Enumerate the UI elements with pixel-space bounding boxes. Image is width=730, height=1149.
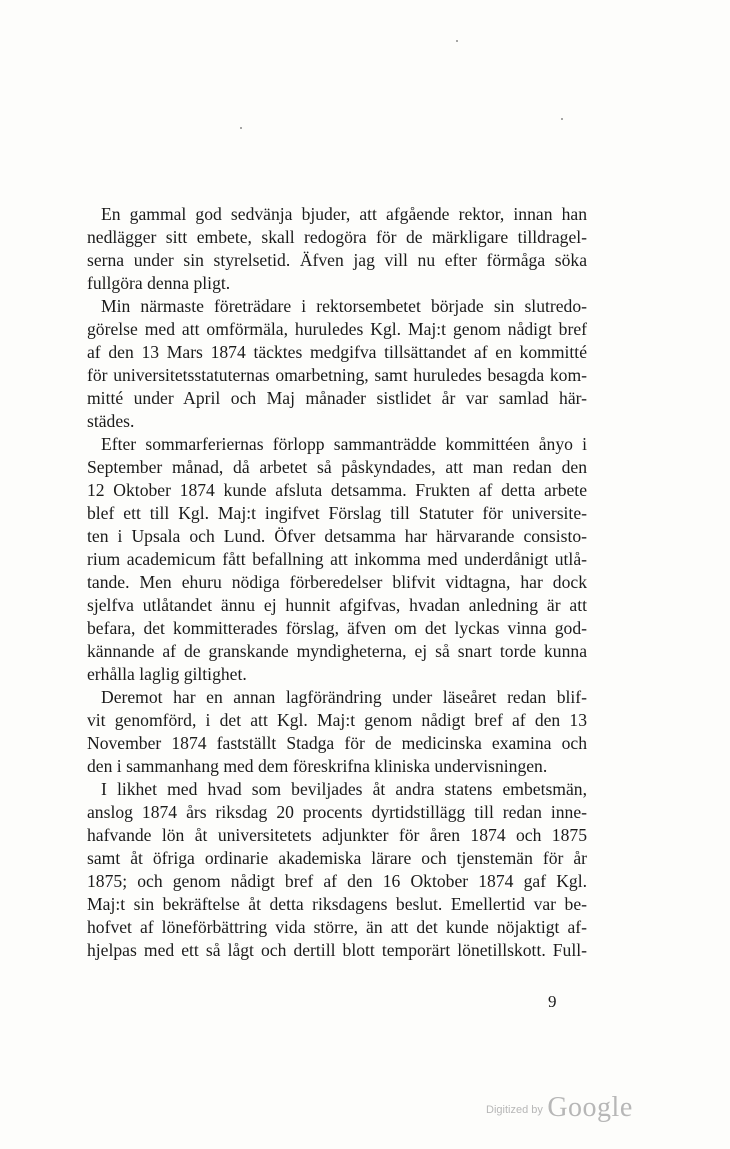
text-line: hjelpas med ett så lågt och dertill blott temporärt lönetillskott. Full- [87,940,587,960]
text-line: görelse med att omförmäla, huruledes Kgl. Maj:t genom nådigt bref [87,319,587,339]
text-line: anslog 1874 års riksdag 20 procents dyrtidstillägg till redan inne- [87,802,587,822]
text-line: kännande af de granskande myndigheterna, ej så snart torde kunna [87,641,587,661]
text-line: En gammal god sedvänja bjuder, att afgående rektor, innan han [101,204,587,224]
text-line: ten i Upsala och Lund. Öfver detsamma har härvarande consisto- [87,526,587,546]
watermark-prefix: Digitized by [486,1104,543,1116]
digitized-by-google-watermark [486,1092,633,1124]
text-line: hafvande lön åt universitetets adjunkter för åren 1874 och 1875 [87,825,587,845]
text-line: mitté under April och Maj månader sistlidet år var samlad här- [87,388,587,408]
text-line: af den 13 Mars 1874 täcktes medgifva tillsättandet af en kommitté [87,342,587,362]
text-line: vit genomförd, i det att Kgl. Maj:t genom nådigt bref af den 13 [87,710,587,730]
scan-speck [561,118,563,120]
text-line: November 1874 fastställt Stadga för de medicinska examina och [87,733,587,753]
google-logo: Google [547,1092,633,1123]
text-line: för universitetsstatuternas omarbetning, samt huruledes besagda kom- [87,365,587,385]
body-text [87,203,587,962]
text-line: befara, det kommitterades förslag, äfven om det lyckas vinna god- [87,618,587,638]
text-line: I likhet med hvad som beviljades åt andra statens embetsmän, [101,779,587,799]
text-line: tande. Men ehuru nödiga förberedelser blifvit vidtagna, har dock [87,572,587,592]
text-line: fullgöra denna pligt. [87,273,231,293]
text-line: nedlägger sitt embete, skall redogöra för de märkligare tilldragel- [87,227,587,247]
text-line: serna under sin styrelsetid. Äfven jag vill nu efter förmåga söka [87,250,587,270]
text-line: 12 Oktober 1874 kunde afsluta detsamma. Frukten af detta arbete [87,480,587,500]
page-number: 9 [548,992,557,1011]
text-line: hofvet af löneförbättring vida större, än att det kunde nöjaktigt af- [87,917,587,937]
text-line: September månad, då arbetet så påskyndades, att man redan den [87,457,587,477]
text-line: Min närmaste företrädare i rektorsembetet började sin slutredo- [101,296,587,316]
text-line: erhålla laglig giltighet. [87,664,247,684]
text-line: samt åt öfriga ordinarie akademiska lärare och tjenstemän för år [87,848,587,868]
scan-speck [456,40,458,42]
text-line: rium academicum fått befallning att inkomma med underdånigt utlå- [87,549,587,569]
scan-speck [240,127,242,129]
text-line: sjelfva utlåtandet ännu ej hunnit afgifvas, hvadan anledning är att [87,595,587,615]
text-line: Efter sommarferiernas förlopp sammanträdde kommittéen ånyo i [101,434,587,454]
text-line: städes. [87,411,135,431]
text-line: blef ett till Kgl. Maj:t ingifvet Förslag till Statuter för universite- [87,503,587,523]
text-line: 1875; och genom nådigt bref af den 16 Oktober 1874 gaf Kgl. [87,871,587,891]
text-line: Maj:t sin bekräftelse åt detta riksdagens beslut. Emellertid var be- [87,894,587,914]
text-line: den i sammanhang med dem föreskrifna kliniska undervisningen. [87,756,548,776]
text-line: Deremot har en annan lagförändring under läseåret redan blif- [101,687,587,707]
